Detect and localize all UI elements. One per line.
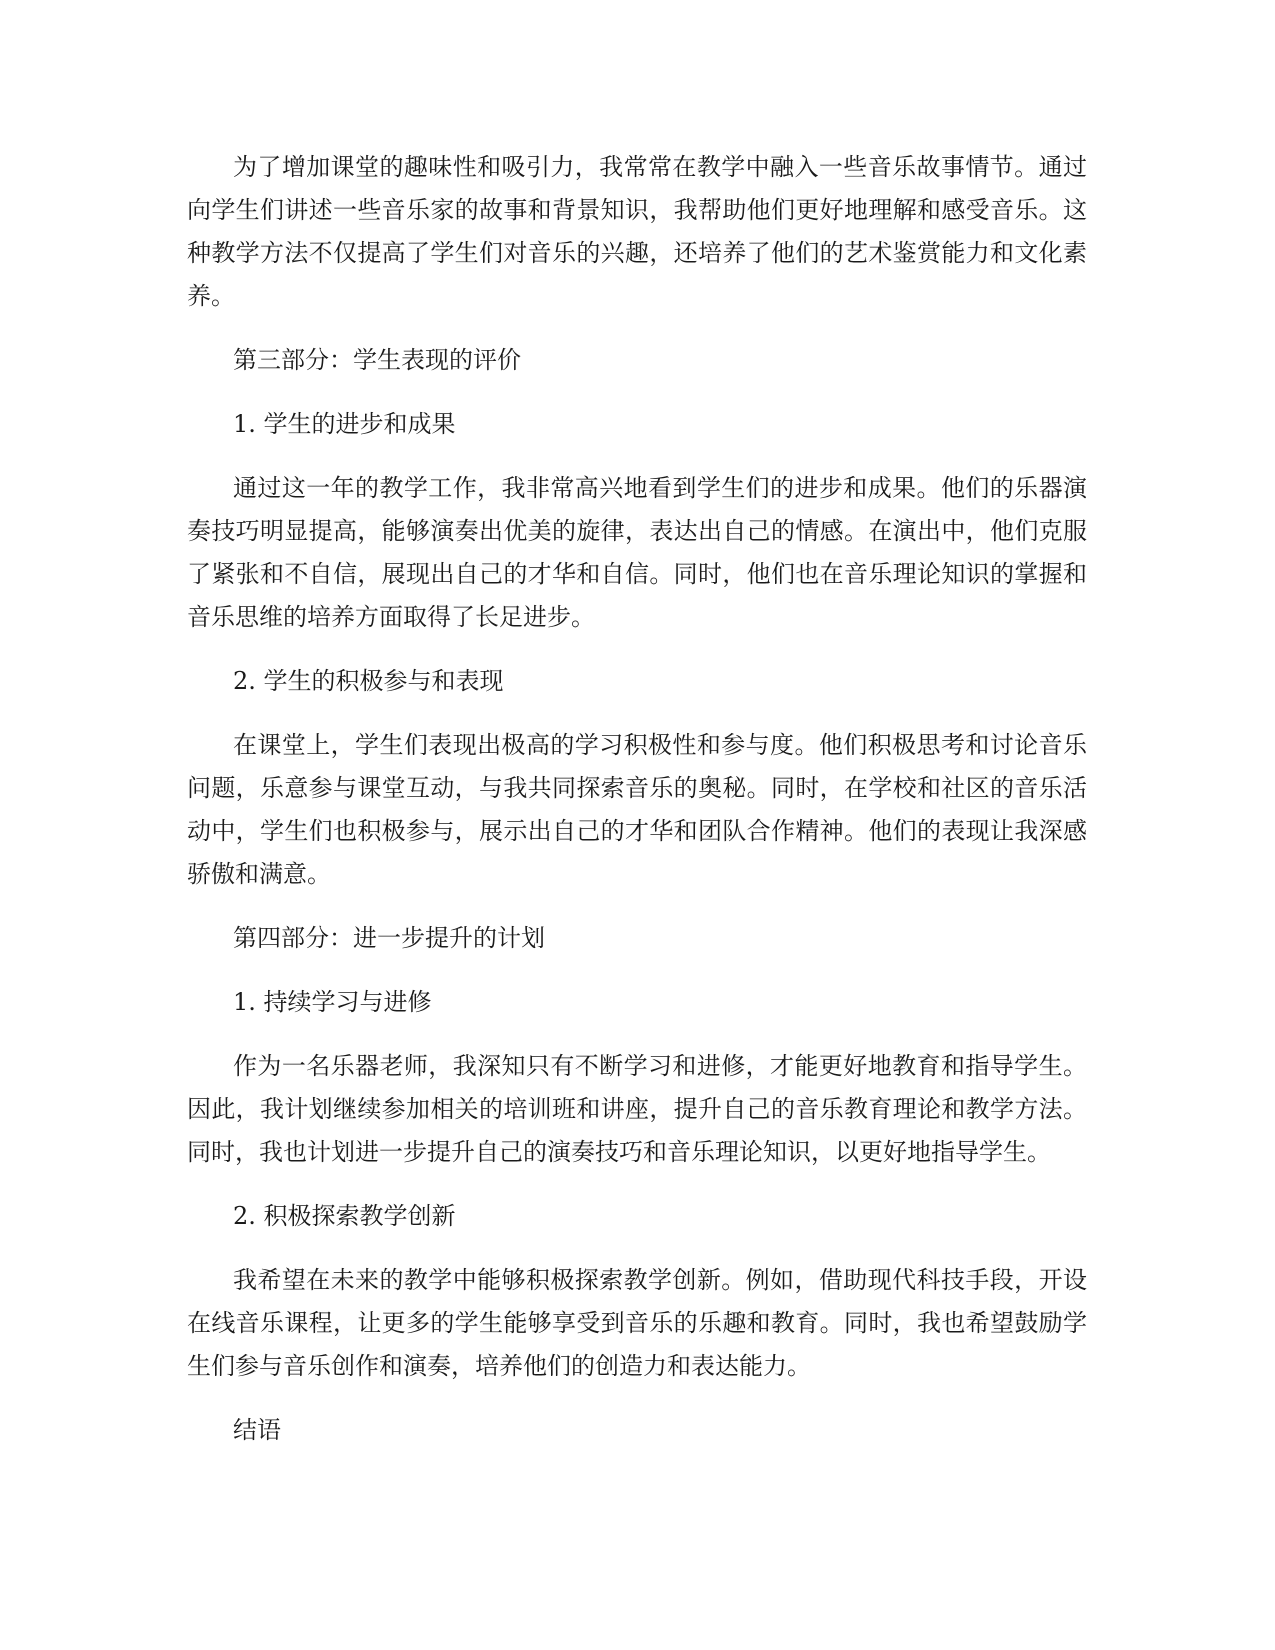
paragraph-student-participation: 在课堂上，学生们表现出极高的学习积极性和参与度。他们积极思考和讨论音乐问题，乐意参与课堂互动，与我共同探索音乐的奥秘。同时，在学校和社区的音乐活动中，学生们也积极参与，展示出自己的才华和团队合作精神。他们的表现让我深感骄傲和满意。 [187, 731, 1087, 888]
section-heading-part-four: 第四部分：进一步提升的计划 [233, 924, 545, 952]
paragraph-music-stories: 为了增加课堂的趣味性和吸引力，我常常在教学中融入一些音乐故事情节。通过向学生们讲述一些音乐家的故事和背景知识，我帮助他们更好地理解和感受音乐。这种教学方法不仅提高了学生们对音乐的兴趣，还培养了他们的艺术鉴赏能力和文化素养。 [187, 153, 1087, 310]
section-heading-part-three: 第三部分：学生表现的评价 [233, 346, 521, 374]
subheading-student-progress: 1. 学生的进步和成果 [233, 410, 456, 438]
subheading-student-participation: 2. 学生的积极参与和表现 [233, 667, 504, 695]
paragraph-continuous-learning: 作为一名乐器老师，我深知只有不断学习和进修，才能更好地教育和指导学生。因此，我计划继续参加相关的培训班和讲座，提升自己的音乐教育理论和教学方法。同时，我也计划进一步提升自己的演奏技巧和音乐理论知识，以更好地指导学生。 [187, 1052, 1087, 1166]
subheading-continuous-learning: 1. 持续学习与进修 [233, 988, 432, 1016]
document-body [187, 146, 1087, 1473]
section-heading-conclusion: 结语 [233, 1416, 281, 1444]
paragraph-teaching-innovation: 我希望在未来的教学中能够积极探索教学创新。例如，借助现代科技手段，开设在线音乐课程，让更多的学生能够享受到音乐的乐趣和教育。同时，我也希望鼓励学生们参与音乐创作和演奏，培养他们的创造力和表达能力。 [187, 1266, 1087, 1380]
paragraph-student-progress: 通过这一年的教学工作，我非常高兴地看到学生们的进步和成果。他们的乐器演奏技巧明显提高，能够演奏出优美的旋律，表达出自己的情感。在演出中，他们克服了紧张和不自信，展现出自己的才华和自信。同时，他们也在音乐理论知识的掌握和音乐思维的培养方面取得了长足进步。 [187, 474, 1087, 631]
subheading-teaching-innovation: 2. 积极探索教学创新 [233, 1202, 456, 1230]
